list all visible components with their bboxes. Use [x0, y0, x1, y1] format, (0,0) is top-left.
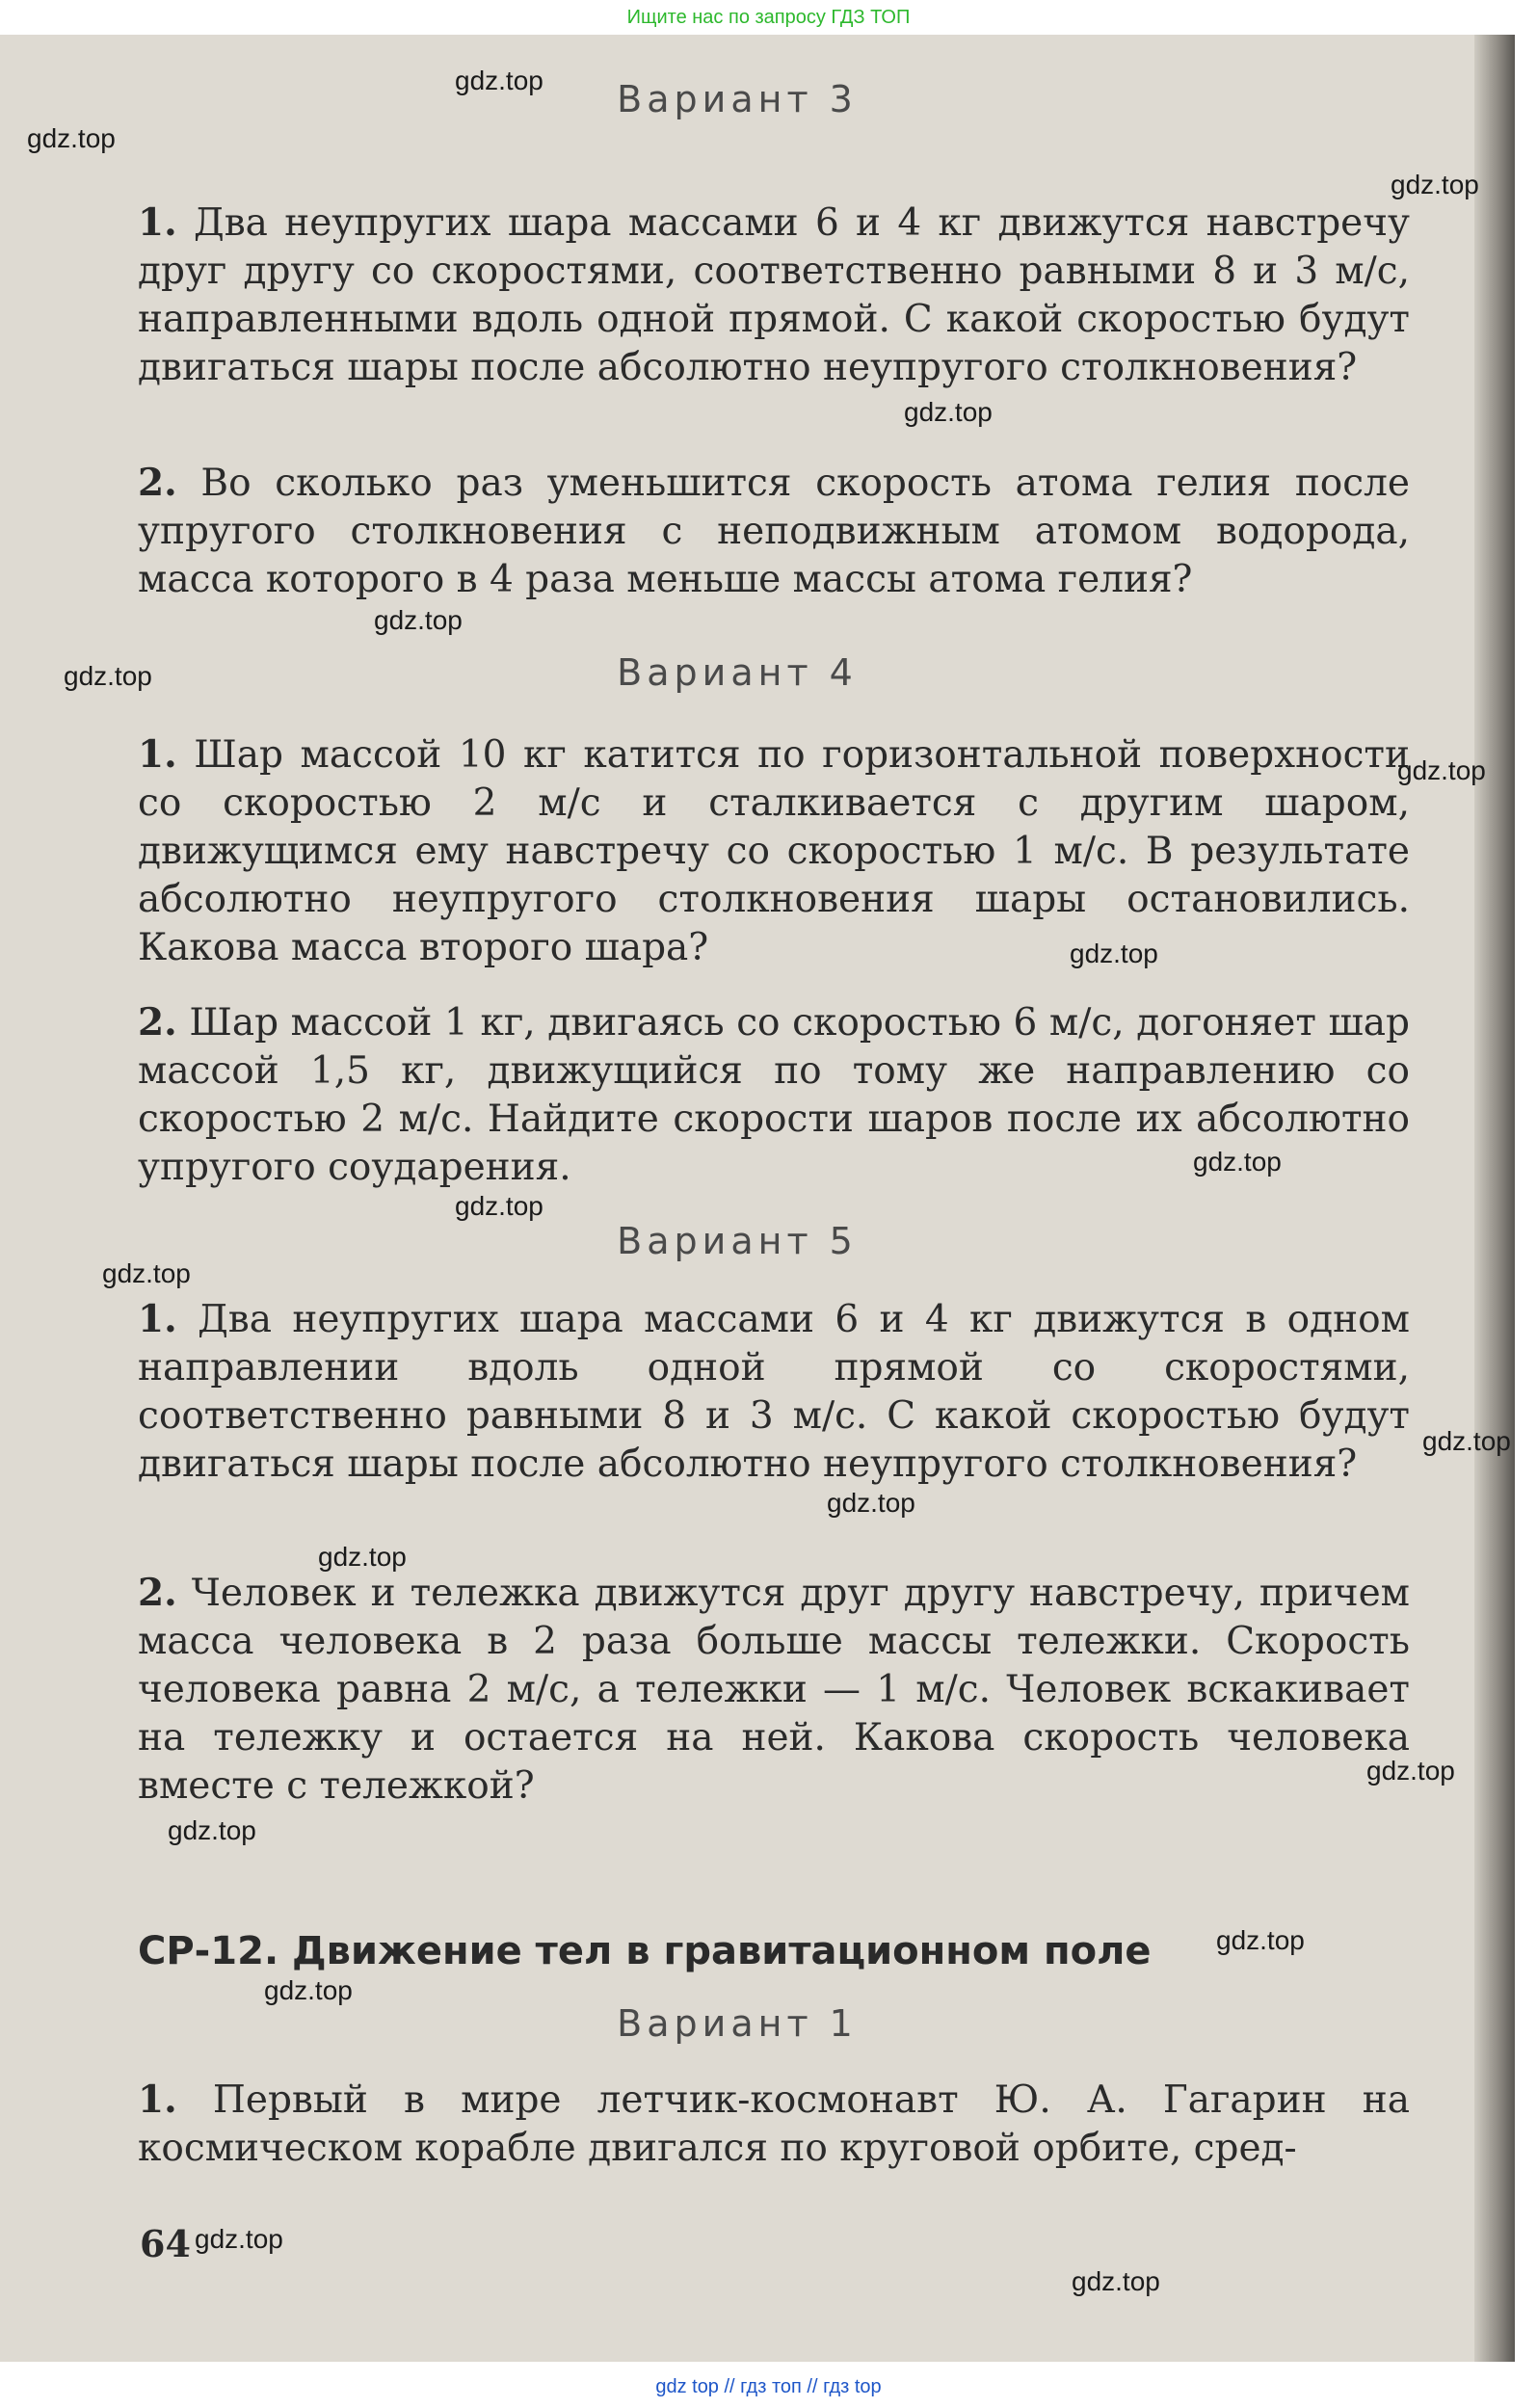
task-text: Два неупругих шара массами 6 и 4 кг движутся навстречу друг другу со скоростями, соответственно равными 8 и 3 м/с, направленными вдоль одной прямой. С какой скоростью будут двигаться шары после абсолютно неупругого столкновения? — [138, 201, 1410, 389]
task-text: Два неупругих шара массами 6 и 4 кг движутся в одном направлении вдоль одной прямой со скоростями, соответственно равными 8 и 3 м/с. С какой скоростью будут двигаться шары после абсолютно неупругого столкновения? — [138, 1298, 1410, 1486]
watermark: gdz.top — [904, 397, 993, 427]
footer-links[interactable]: gdz top // гдз топ // гдз top — [655, 2376, 882, 2397]
variant-4-task-1 — [138, 730, 1410, 972]
task-number: 1. — [138, 732, 177, 777]
variant-5-task-1 — [138, 1295, 1410, 1489]
watermark: gdz.top — [318, 1542, 407, 1572]
watermark: gdz.top — [264, 1975, 353, 2005]
task-number: 2. — [138, 1000, 177, 1045]
variant-3-title: Вариант 3 — [617, 78, 858, 120]
watermark: gdz.top — [1366, 1756, 1455, 1786]
watermark: gdz.top — [27, 123, 116, 153]
task-text: Во сколько раз уменьшится скорость атома гелия после упругого столкновения с неподвижным атомом водорода, масса которого в 4 раза меньше массы атома гелия? — [138, 462, 1410, 601]
task-number: 2. — [138, 1571, 177, 1615]
task-number: 1. — [138, 200, 177, 245]
variant-3-task-1 — [138, 198, 1410, 392]
watermark: gdz.top — [1216, 1925, 1305, 1955]
watermark: gdz.top — [455, 66, 543, 95]
task-number: 2. — [138, 461, 177, 505]
watermark: gdz.top — [1193, 1147, 1282, 1177]
textbook-page — [0, 35, 1515, 2362]
task-text: Шар массой 1 кг, двигаясь со скоростью 6 м/с, догоняет шар массой 1,5 кг, движущийся по тому же направлению со скоростью 2 м/с. Найдите скорости шаров после их абсолютно упругого соударения. — [138, 1001, 1410, 1189]
watermark: gdz.top — [64, 661, 152, 691]
task-number: 1. — [138, 2077, 177, 2122]
watermark: gdz.top — [1070, 939, 1158, 968]
watermark: gdz.top — [827, 1488, 915, 1518]
task-text: Первый в мире летчик-космонавт Ю. А. Гагарин на космическом корабле двигался по круговой орбите, сред- — [138, 2078, 1410, 2170]
variant-4-title: Вариант 4 — [617, 651, 858, 694]
watermark: gdz.top — [1397, 755, 1486, 785]
watermark: gdz.top — [1422, 1426, 1511, 1456]
task-text: Шар массой 10 кг катится по горизонтальной поверхности со скоростью 2 м/с и сталкивается с другим шаром, движущимся ему навстречу со скоростью 1 м/с. В результате абсолютно неупругого столкновения шары остановились. Какова масса второго шара? — [138, 733, 1410, 969]
watermark: gdz.top — [168, 1815, 256, 1845]
search-promo-link[interactable]: Ищите нас по запросу ГДЗ ТОП — [626, 7, 911, 28]
task-text: Человек и тележка движутся друг другу навстречу, причем масса человека в 2 раза больше массы тележки. Скорость человека равна 2 м/с, а тележки — 1 м/с. Человек вскакивает на тележку и остается на ней. Какова скорость человека вместе с тележкой? — [138, 1572, 1410, 1808]
watermark: gdz.top — [455, 1191, 543, 1221]
watermark: gdz.top — [374, 605, 463, 635]
section-task-1 — [138, 2076, 1410, 2173]
watermark: gdz.top — [102, 1258, 191, 1288]
section-heading: СР-12. Движение тел в гравитационном поле — [138, 1929, 1152, 1973]
watermark: gdz.top — [1391, 170, 1479, 199]
variant-5-title: Вариант 5 — [617, 1220, 858, 1262]
page-number: 64 — [140, 2222, 191, 2265]
variant-3-task-2 — [138, 459, 1410, 604]
task-number: 1. — [138, 1297, 177, 1341]
book-spine-shadow — [1474, 35, 1515, 2362]
watermark: gdz.top — [195, 2224, 283, 2254]
variant-5-task-2 — [138, 1569, 1410, 1811]
section-variant-1-title: Вариант 1 — [617, 2002, 858, 2045]
watermark: gdz.top — [1072, 2266, 1160, 2296]
